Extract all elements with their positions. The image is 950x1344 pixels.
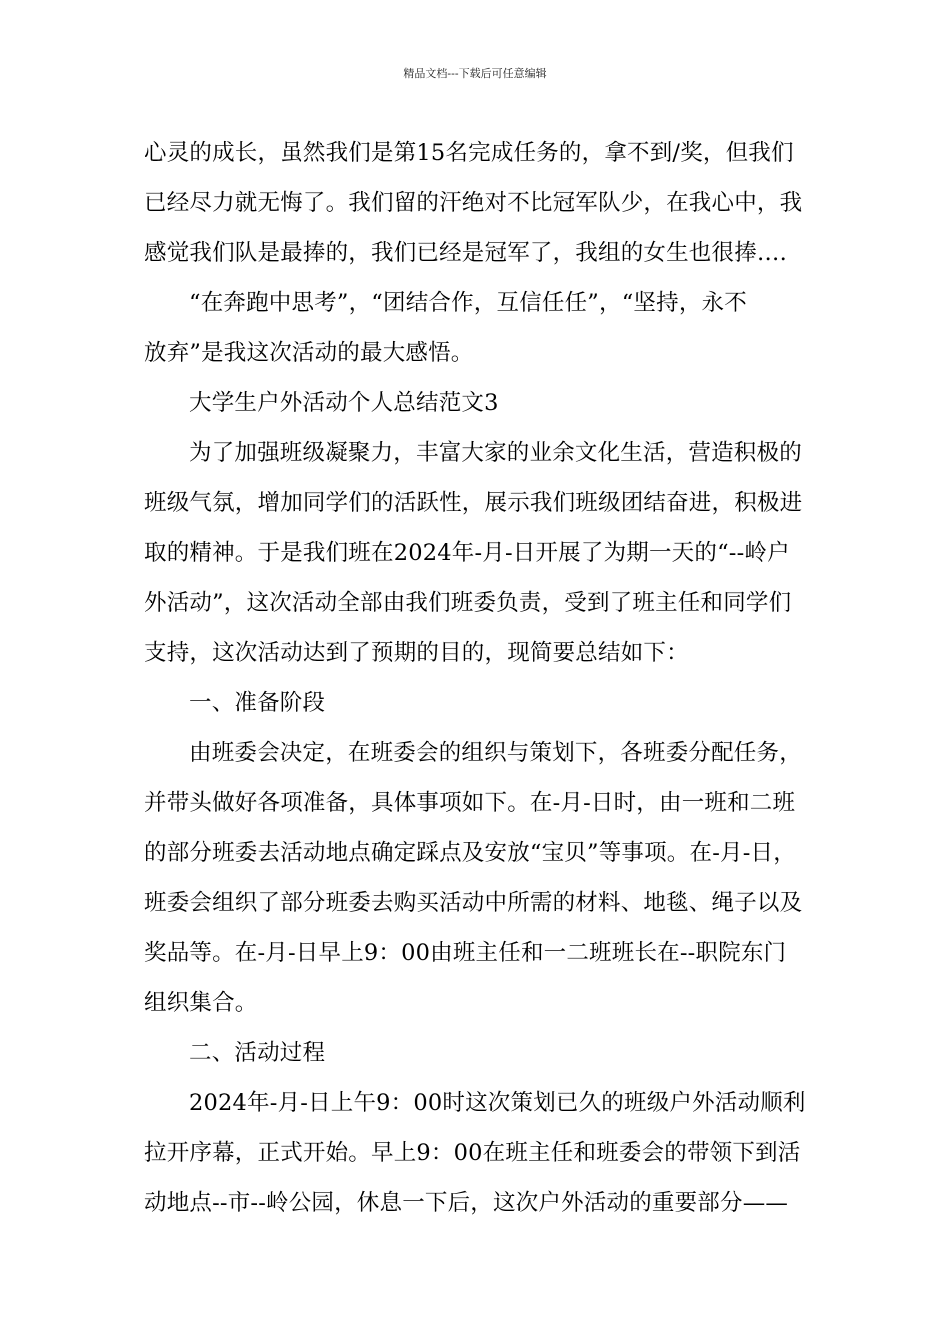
text-line: 组织集合。 [144,990,258,1016]
text-line: 感觉我们队是最捧的，我们已经是冠军了，我组的女生也很捧…. [144,240,787,266]
text-line: 外活动”，这次活动全部由我们班委负责，受到了班主任和同学们 [144,590,792,616]
text-line: 的部分班委去活动地点确定踩点及安放“宝贝”等事项。在-月-日， [144,840,796,866]
text-line: 放弃”是我这次活动的最大感悟。 [144,340,474,366]
text-line: 班级气氛，增加同学们的活跃性，展示我们班级团结奋进，积极进 [144,490,803,516]
subsection-heading: 一、准备阶段 [189,690,326,716]
text-line: “在奔跑中思考”，“团结合作，互信任任”，“坚持，永不 [189,290,747,316]
text-line: 已经尽力就无悔了。我们留的汗绝对不比冠军队少，在我心中，我 [144,190,803,216]
text-line: 取的精神。于是我们班在2024年-月-日开展了为期一天的“--岭户 [144,540,790,566]
text-line: 2024年-月-日上午9：00时这次策划已久的班级户外活动顺利 [189,1090,806,1116]
text-line: 由班委会决定，在班委会的组织与策划下，各班委分配任务， [189,740,802,766]
text-line: 支持，这次活动达到了预期的目的，现简要总结如下： [144,640,689,666]
page-header: 精品文档---下载后可任意编辑 [403,67,547,80]
text-line: 心灵的成长，虽然我们是第15名完成任务的，拿不到/奖，但我们 [144,140,794,166]
text-line: 并带头做好各项准备，具体事项如下。在-月-日时，由一班和二班 [144,790,796,816]
text-line: 奖品等。在-月-日早上9：00由班主任和一二班班长在--职院东门 [144,940,787,966]
text-line: 班委会组织了部分班委去购买活动中所需的材料、地毯、绳子以及 [144,890,803,916]
document-body [144,128,812,1228]
section-title: 大学生户外活动个人总结范文3 [189,390,499,416]
text-line: 拉开序幕，正式开始。早上9：00在班主任和班委会的带领下到活 [144,1140,801,1166]
subsection-heading: 二、活动过程 [189,1040,326,1066]
text-line: 为了加强班级凝聚力，丰富大家的业余文化生活，营造积极的 [189,440,802,466]
text-line: 动地点--市--岭公园，休息一下后，这次户外活动的重要部分—— [144,1190,789,1216]
